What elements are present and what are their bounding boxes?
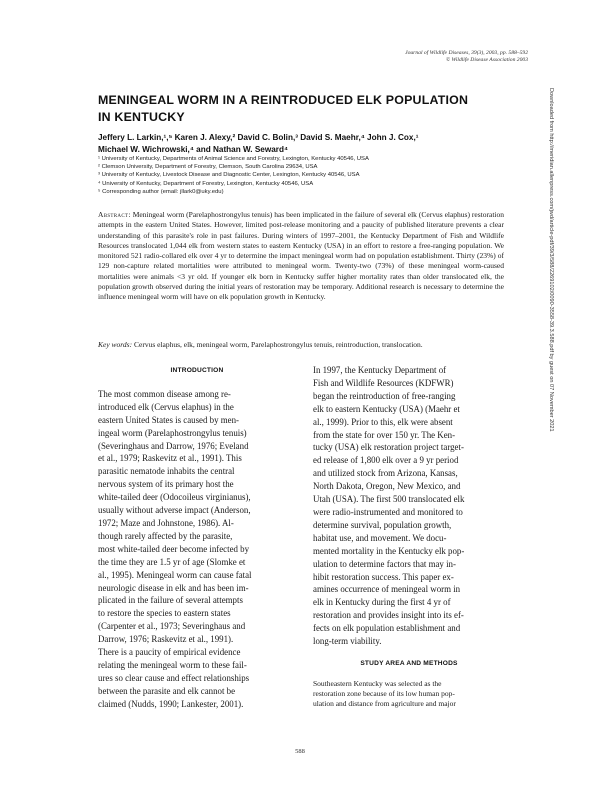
page-number: 588 — [295, 748, 305, 755]
text-line: In 1997, the Kentucky Department of — [313, 365, 447, 375]
text-line: tucky (USA) elk restoration project target- — [313, 442, 464, 453]
text-line: There is a paucity of empirical evidence — [98, 647, 241, 658]
introduction-continued — [313, 364, 505, 648]
text-line: fects on elk population establishment and — [313, 623, 461, 634]
text-line: parasitic nematode inhabits the central — [98, 466, 235, 477]
keywords-label: Key words: — [98, 340, 133, 349]
text-line: Darrow, 1976; Raskevitz et al., 1991). — [98, 634, 234, 645]
text-line: from the state for over 150 yr. The Ken- — [313, 429, 456, 440]
text-line: al., 1995). Meningeal worm can cause fatal — [98, 569, 252, 580]
text-line: ed release of 1,800 elk over a 9 yr period — [313, 455, 459, 466]
left-column — [98, 364, 296, 711]
section-heading-study-area: STUDY AREA AND METHODS — [360, 659, 458, 667]
text-line: ingeal worm (Parelaphostrongylus tenuis) — [98, 427, 247, 438]
title-line: IN KENTUCKY — [98, 109, 185, 124]
text-line: North Dakota, Oregon, New Mexico, and — [313, 481, 461, 492]
text-line: ulation and distance from agriculture and major — [313, 699, 456, 709]
abstract-text: Meningeal worm (Parelaphostrongylus tenuis) has been implicated in the failure of several elk (Cervus elaphus) restoration attempts in the eastern United States. However, limited post-release monitoring and a paucity of published literature prevents a clear understanding of this parasite's role in past failures. During winters of 1997–2001, the Kentucky Department of Fish and Wildlife Resources translocated 1,044 elk from western states to eastern Kentucky (USA) in an effort to restore a free-ranging population. We monitored 521 radio-collared elk over 4 yr to determine the impact meningeal worm had on population establishment. Thirty (23%) of 129 non-capture related mortalities were attributed to meningeal worm. Twenty-two (73%) of these meningeal worm-caused mortalities were animals <3 yr old. If younger elk born in Kentucky suffer higher mortality rates than older translocated elk, the population growth observed during the initial years of restoration may be temporary. Additional research is necessary to determine the influence meningeal worm will have on elk population growth in Kentucky. — [98, 210, 504, 302]
keywords — [98, 340, 504, 350]
text-line: eastern United States is caused by men- — [98, 414, 239, 425]
text-line: neurologic disease in elk and has been im- — [98, 582, 249, 593]
right-column — [313, 364, 505, 709]
text-line: though rarely affected by the parasite, — [98, 530, 233, 541]
affiliation-item: ⁴ University of Kentucky, Department of Forestry, Lexington, Kentucky 40546, USA — [98, 180, 314, 187]
text-line: amines occurrence of meningeal worm in — [313, 584, 461, 595]
paper-title — [98, 92, 478, 125]
download-watermark-text: Downloaded from http://meridian.allenpress.com/jwd/article-pdf/39/3/588/2269102/0090-3558-39.3.588.pdf by guest on 07 November 2021 — [548, 88, 554, 432]
section-heading-introduction: INTRODUCTION — [170, 367, 224, 374]
corresponding-author: ⁵ Corresponding author (email: jllark0@uky.edu) — [98, 188, 224, 195]
abstract — [98, 210, 504, 303]
text-line: mented mortality in the Kentucky elk pop- — [313, 545, 465, 556]
text-line: habitat use, and movement. We docu- — [313, 532, 447, 543]
affiliation-item: ³ University of Kentucky, Livestock Disease and Diagnostic Center, Lexington, Kentucky 40546, USA — [98, 172, 360, 179]
text-line: introduced elk (Cervus elaphus) in the — [98, 401, 234, 412]
text-line: ulation to determine factors that may in- — [313, 558, 456, 569]
text-line: were radio-instrumented and monitored to — [313, 506, 463, 517]
text-line: to restore the species to eastern states — [98, 608, 231, 619]
text-line: (Severinghaus and Darrow, 1976; Eveland — [98, 440, 249, 451]
text-line: elk to eastern Kentucky (USA) (Maehr et — [313, 403, 460, 414]
text-line: nervous system of its primary host the — [98, 479, 234, 490]
text-line: elk in Kentucky during the first 4 yr of — [313, 597, 451, 608]
text-line: 1972; Maze and Johnstone, 1986). Al- — [98, 517, 234, 528]
text-line: white-tailed deer (Odocoileus virginianus), — [98, 492, 251, 503]
study-area-body — [313, 679, 505, 710]
text-line: claimed (Nudds, 1990; Lankester, 2001). — [98, 698, 244, 709]
text-line: between the parasite and elk cannot be — [98, 685, 236, 696]
text-line: and utilized stock from Arizona, Kansas, — [313, 468, 458, 479]
text-line: restoration and provides insight into its ef- — [313, 610, 464, 621]
authors-line: Michael W. Wichrowski,⁴ and Nathan W. Seward⁴ — [98, 144, 289, 154]
abstract-label: Abstract: — [98, 210, 131, 219]
text-line: Utah (USA). The first 500 translocated elk — [313, 494, 465, 505]
text-line: Fish and Wildlife Resources (KDFWR) — [313, 377, 454, 388]
text-line: relating the meningeal worm to these fail- — [98, 659, 247, 670]
text-line: The most common disease among re- — [98, 388, 231, 399]
text-line: began the reintroduction of free-ranging — [313, 390, 456, 401]
text-line: ures so clear cause and effect relationships — [98, 672, 250, 683]
text-line: most white-tailed deer become infected by — [98, 543, 250, 554]
text-line: hibit restoration success. This paper ex- — [313, 571, 454, 582]
introduction-body — [98, 388, 296, 711]
text-line: plicated in the failure of several attempts — [98, 595, 243, 606]
text-line: determine survival, population growth, — [313, 519, 452, 530]
text-line: restoration zone because of its low human pop- — [313, 689, 455, 699]
affiliation-item: ¹ University of Kentucky, Departments of Animal Science and Forestry, Lexington, Kentucky 40546, USA — [98, 156, 369, 162]
text-line: et al., 1979; Raskevitz et al., 1991). This — [98, 453, 242, 464]
title-line: MENINGEAL WORM IN A REINTRODUCED ELK POPULATION — [98, 93, 469, 107]
text-line: Southeastern Kentucky was selected as the — [313, 678, 442, 688]
authors-line: Jeffery L. Larkin,¹,⁵ Karen J. Alexy,² David C. Bolin,³ David S. Maehr,⁴ John J. Cox,¹ — [98, 133, 419, 142]
affiliation-item: ² Clemson University, Department of Forestry, Clemson, South Carolina 29634, USA — [98, 164, 318, 171]
text-line: al., 1999). Prior to this, elk were absent — [313, 416, 453, 427]
author-list — [98, 132, 498, 155]
text-line: (Carpenter et al., 1973; Severinghaus and — [98, 621, 246, 632]
journal-citation — [228, 50, 528, 64]
copyright-line: © Wildlife Disease Association 2003 — [445, 57, 528, 64]
text-line: the time they are 1.5 yr of age (Slomke et — [98, 556, 246, 567]
text-line: long-term viability. — [313, 636, 382, 647]
text-line: usually without adverse impact (Anderson, — [98, 505, 251, 516]
download-watermark — [547, 88, 555, 788]
journal-citation-line: Journal of Wildlife Diseases, 39(3), 2003, pp. 588–592 — [405, 50, 528, 56]
affiliations — [98, 155, 518, 196]
keywords-text: Cervus elaphus, elk, meningeal worm, Parelaphostrongylus tenuis, reintroduction, translocation. — [133, 340, 423, 349]
